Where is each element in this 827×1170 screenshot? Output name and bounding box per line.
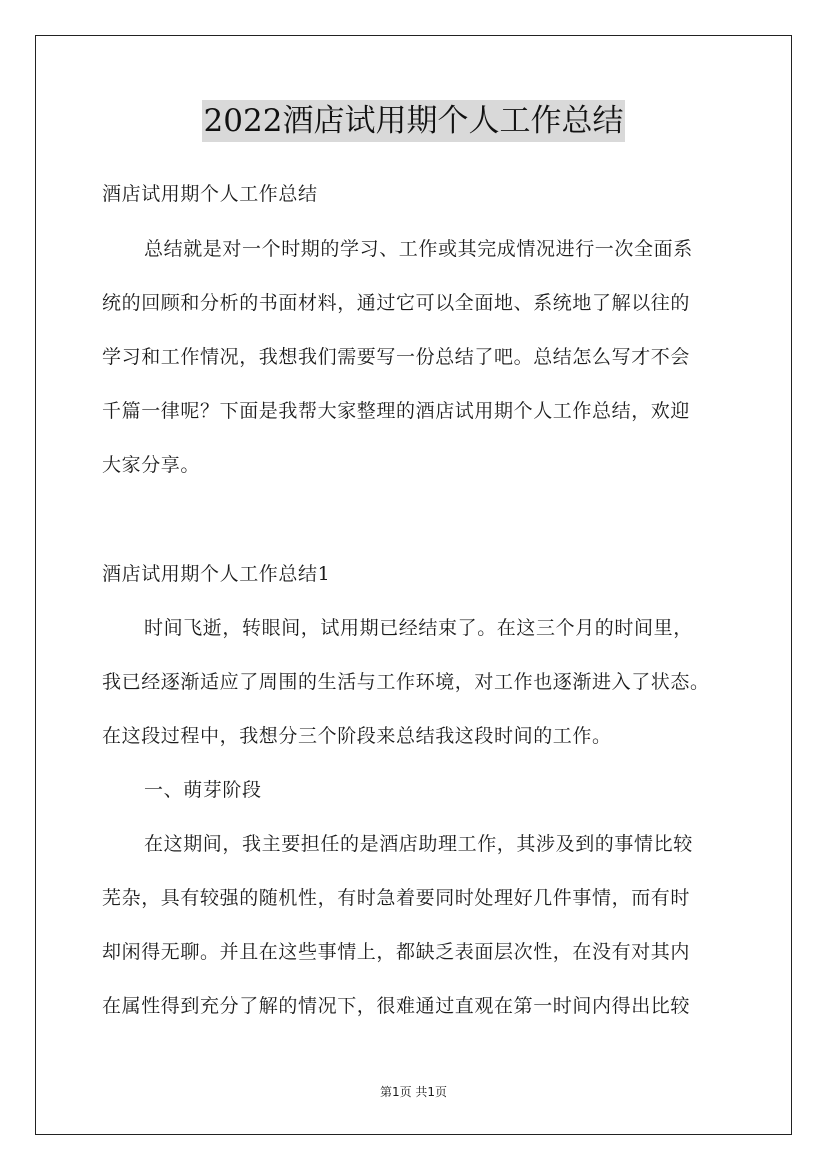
paragraph-line: 总结就是对一个时期的学习、工作或其完成情况进行一次全面系 xyxy=(144,238,693,260)
subtitle: 酒店试用期个人工作总结 xyxy=(102,183,318,205)
paragraph-line: 统的回顾和分析的书面材料，通过它可以全面地、系统地了解以往的 xyxy=(102,292,691,314)
page-footer: 第1页 共1页 xyxy=(379,1085,448,1099)
paragraph-line: 在属性得到充分了解的情况下，很难通过直观在第一时间内得出比较 xyxy=(102,995,691,1017)
paragraph-line: 学习和工作情况，我想我们需要写一份总结了吧。总结怎么写才不会 xyxy=(102,346,691,368)
paragraph-line: 千篇一律呢？下面是我帮大家整理的酒店试用期个人工作总结，欢迎 xyxy=(102,400,691,422)
paragraph-line: 我已经逐渐适应了周围的生活与工作环境，对工作也逐渐进入了状态。 xyxy=(102,671,710,693)
document-title: 2022酒店试用期个人工作总结 xyxy=(202,100,626,142)
paragraph-line: 时间飞逝，转眼间，试用期已经结束了。在这三个月的时间里， xyxy=(144,617,693,639)
paragraph-line: 大家分享。 xyxy=(102,454,201,476)
paragraph-line: 在这期间，我主要担任的是酒店助理工作，其涉及到的事情比较 xyxy=(144,833,693,855)
paragraph-line: 却闲得无聊。并且在这些事情上，都缺乏表面层次性，在没有对其内 xyxy=(102,941,691,963)
section-heading: 酒店试用期个人工作总结1 xyxy=(102,563,331,585)
paragraph-line: 芜杂，具有较强的随机性，有时急着要同时处理好几件事情，而有时 xyxy=(102,887,691,909)
paragraph-line: 在这段过程中，我想分三个阶段来总结我这段时间的工作。 xyxy=(102,725,612,747)
stage-heading: 一、萌芽阶段 xyxy=(144,779,262,801)
title-container xyxy=(0,100,827,142)
